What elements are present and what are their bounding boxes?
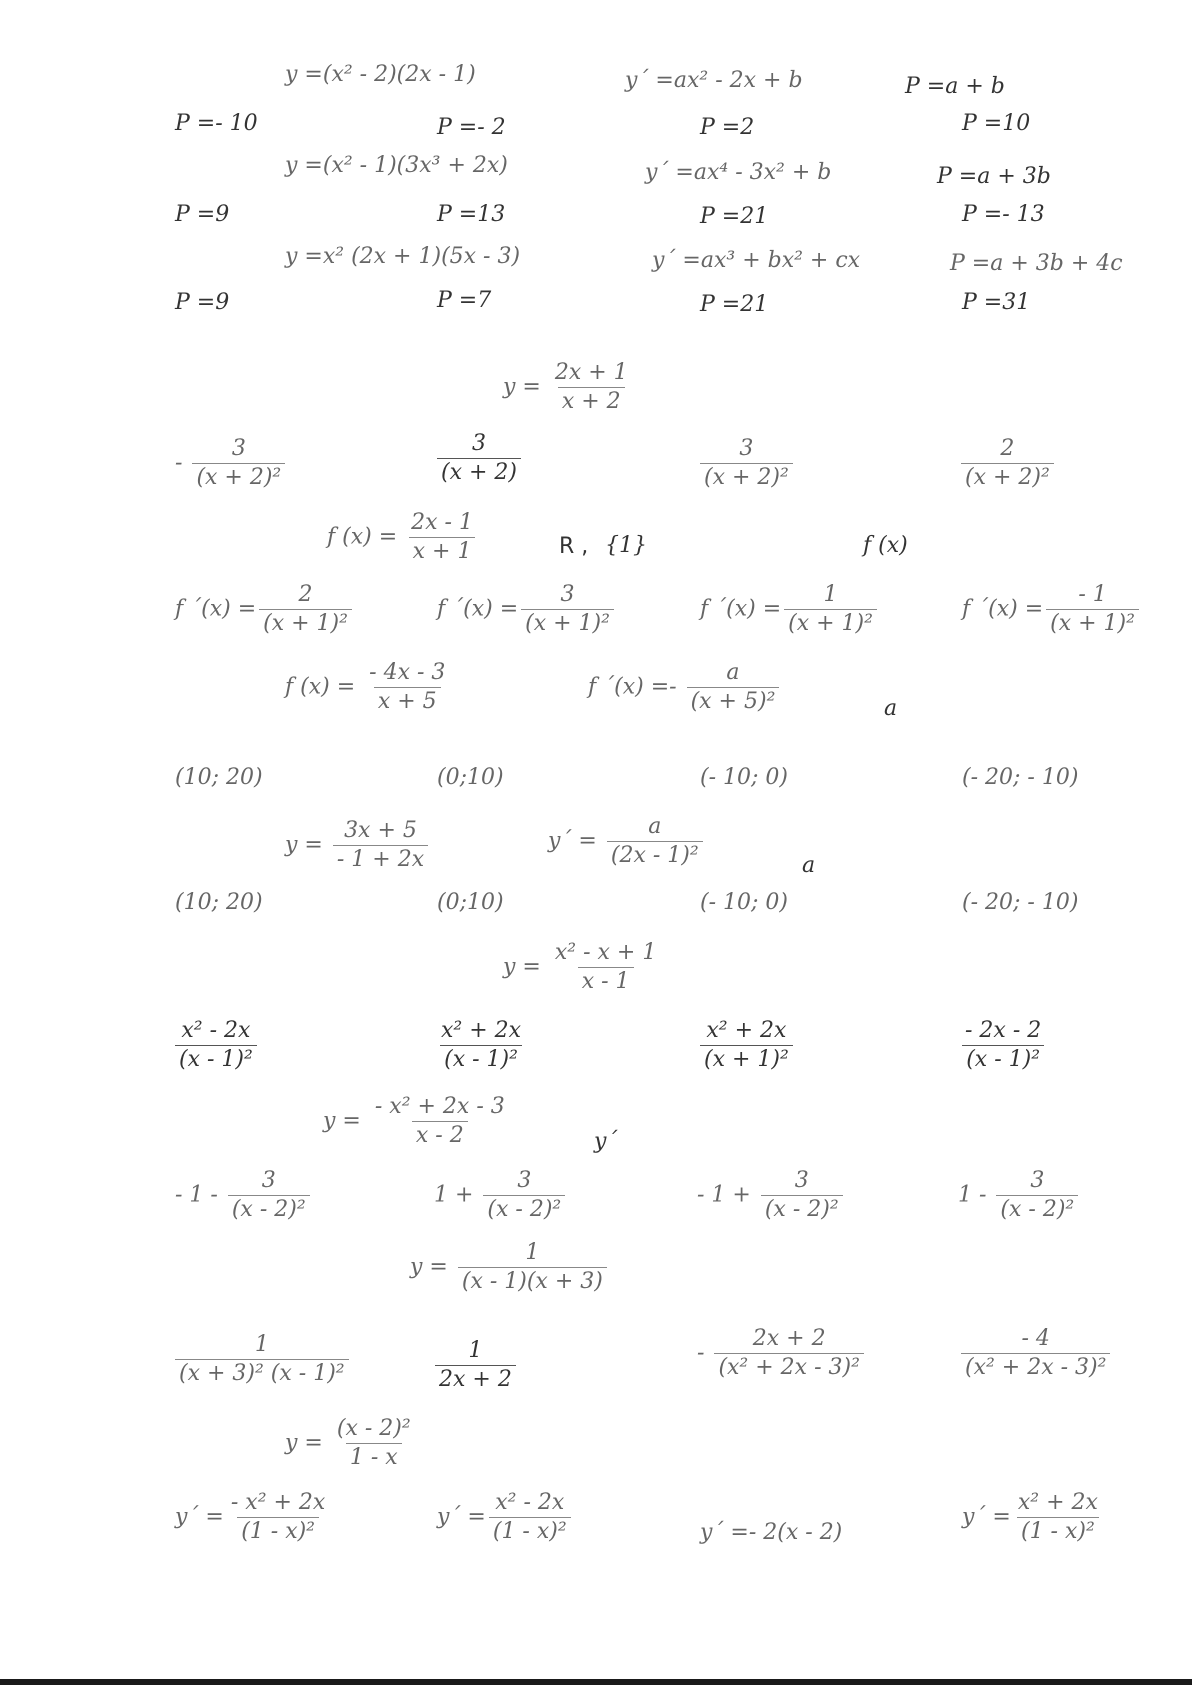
q10-option-c[interactable] [697,1328,867,1379]
q6-lhs: f (x) = [285,674,356,700]
q10-opt-a-den: (x + 3)² (x - 1)² [175,1359,349,1385]
q8-formula [503,942,663,993]
q11-opt-b-den: (1 - x)² [489,1517,571,1543]
q5-option-c[interactable] [700,584,880,635]
q6-d-lhs: f ´(x) =- [588,674,677,700]
q6-d-den: (x + 5)² [687,687,780,713]
q11-option-c[interactable]: y´ =- 2(x - 2) [700,1520,843,1545]
q8-opt-b-den: (x - 1)² [440,1045,522,1071]
q4-opt-d-num: 2 [1000,436,1015,461]
q6-option-c[interactable]: (- 10; 0) [700,765,788,790]
q7-den: - 1 + 2x [333,845,428,871]
q6-derivative [588,662,782,713]
q7-lhs: y = [285,832,323,858]
q6-formula [285,662,452,713]
bottom-bar [0,1679,1192,1685]
q9-opt-a-den: (x - 2)² [228,1195,310,1221]
q6-num: - 4x - 3 [369,660,446,685]
q5-opt-d-lhs: f ´(x) = [962,596,1044,622]
q3-formula: y =x² (2x + 1)(5x - 3) [285,244,521,269]
q8-opt-a-num: x² - 2x [181,1018,251,1043]
q9-opt-b-pre: 1 + [434,1182,481,1208]
q11-opt-a-num: - x² + 2x [230,1490,326,1515]
q8-num: x² - x + 1 [554,940,657,965]
q7-num: 3x + 5 [344,818,417,843]
q5-opt-b-num: 3 [560,582,575,607]
q4-option-a[interactable] [175,438,288,489]
q5-opt-c-num: 1 [823,582,838,607]
q9-opt-c-num: 3 [794,1168,809,1193]
q9-opt-d-pre: 1 - [958,1182,994,1208]
q4-opt-c-den: (x + 2)² [700,463,793,489]
q4-opt-b-den: (x + 2) [437,458,521,484]
q7-option-a[interactable]: (10; 20) [175,890,263,915]
q1-option-a[interactable]: P =- 10 [175,111,258,136]
q8-option-c[interactable] [697,1020,796,1071]
q5-opt-c-den: (x + 1)² [784,609,877,635]
q9-lhs: y = [323,1108,361,1134]
q1-derivative: y´ =ax² - 2x + b [625,68,803,93]
q4-opt-c-num: 3 [739,436,754,461]
q7-option-c[interactable]: (- 10; 0) [700,890,788,915]
q4-den: x + 2 [558,387,625,413]
q9-option-d[interactable] [958,1170,1081,1221]
q7-option-d[interactable]: (- 20; - 10) [962,890,1079,915]
q10-opt-c-pre: - [697,1340,712,1366]
q2-option-a[interactable]: P =9 [175,202,230,227]
q3-expression: P =a + 3b + 4c [950,251,1123,276]
q5-formula [327,512,480,563]
q7-d-den: (2x - 1)² [607,841,703,867]
q5-domain: R , [559,534,589,559]
q3-option-b[interactable]: P =7 [437,288,492,313]
q9-opt-d-den: (x - 2)² [996,1195,1078,1221]
q10-num: 1 [525,1240,540,1265]
q8-opt-c-den: (x + 1)² [700,1045,793,1071]
q11-opt-b-lhs: y´ = [437,1504,486,1530]
q11-option-b[interactable] [437,1492,574,1543]
q8-den: x - 1 [578,967,634,993]
q5-option-b[interactable] [437,584,617,635]
q7-formula [285,820,431,871]
q11-formula [285,1418,418,1469]
q9-opt-b-num: 3 [517,1168,532,1193]
q6-option-d[interactable]: (- 20; - 10) [962,765,1079,790]
q10-opt-d-num: - 4 [1021,1326,1050,1351]
q6-option-b[interactable]: (0;10) [437,765,504,790]
q2-expression: P =a + 3b [937,164,1051,189]
q8-opt-a-den: (x - 1)² [175,1045,257,1071]
q3-option-c[interactable]: P =21 [700,292,769,317]
q10-option-d[interactable] [958,1328,1113,1379]
q11-den: 1 - x [346,1443,402,1469]
q5-opt-b-den: (x + 1)² [521,609,614,635]
q11-opt-d-num: x² + 2x [1017,1490,1098,1515]
q4-lhs: y = [503,374,541,400]
q11-lhs: y = [285,1430,323,1456]
q11-opt-a-den: (1 - x)² [237,1517,319,1543]
q6-variable: a [884,696,898,721]
q5-option-a[interactable] [175,584,355,635]
q5-opt-d-num: - 1 [1078,582,1107,607]
q10-opt-a-num: 1 [254,1332,269,1357]
q8-opt-d-den: (x - 1)² [962,1045,1044,1071]
q6-den: x + 5 [374,687,441,713]
q10-formula [410,1242,610,1293]
q10-opt-c-num: 2x + 2 [752,1326,826,1351]
q5-excluded-set: {1} [605,533,647,558]
q4-option-c[interactable] [697,438,796,489]
q3-derivative: y´ =ax³ + bx² + cx [652,248,861,273]
q9-opt-a-num: 3 [261,1168,276,1193]
q7-option-b[interactable]: (0;10) [437,890,504,915]
q2-option-c[interactable]: P =21 [700,204,769,229]
q1-option-b[interactable]: P =- 2 [437,115,506,140]
q9-den: x - 2 [412,1121,468,1147]
q10-opt-c-den: (x² + 2x - 3)² [714,1353,863,1379]
q2-derivative: y´ =ax⁴ - 3x² + b [645,160,832,185]
q6-d-num: a [726,660,740,685]
q10-den: (x - 1)(x + 3) [458,1267,607,1293]
q4-opt-a-num: 3 [231,436,246,461]
q11-opt-a-lhs: y´ = [175,1504,224,1530]
q10-option-b[interactable] [432,1340,519,1391]
q5-opt-a-lhs: f ´(x) = [175,596,257,622]
q1-option-d[interactable]: P =10 [962,111,1031,136]
q8-opt-b-num: x² + 2x [441,1018,522,1043]
q9-opt-c-den: (x - 2)² [761,1195,843,1221]
q5-lhs: f (x) = [327,524,398,550]
q4-opt-a-den: (x + 2)² [192,463,285,489]
q9-opt-d-num: 3 [1030,1168,1045,1193]
q7-derivative [548,816,706,867]
q4-fraction [551,362,632,413]
q11-option-a[interactable] [175,1492,332,1543]
q9-option-b[interactable] [434,1170,568,1221]
q10-option-a[interactable] [172,1334,352,1385]
q2-option-d[interactable]: P =- 13 [962,202,1045,227]
q7-d-lhs: y´ = [548,828,597,854]
q7-d-num: a [648,814,662,839]
q4-formula [503,362,635,413]
q5-option-d[interactable] [962,584,1142,635]
q5-opt-c-lhs: f ´(x) = [700,596,782,622]
q11-num: (x - 2)² [336,1416,411,1441]
q8-option-a[interactable] [172,1020,260,1071]
q4-num: 2x + 1 [554,360,628,385]
q9-opt-b-den: (x - 2)² [483,1195,565,1221]
q9-opt-a-pre: - 1 - [175,1182,225,1208]
q4-opt-b-num: 3 [472,431,486,456]
q2-formula: y =(x² - 1)(3x³ + 2x) [285,153,508,178]
q8-opt-c-num: x² + 2x [706,1018,787,1043]
q2-option-b[interactable]: P =13 [437,202,506,227]
q4-opt-a-pre: - [175,450,190,476]
q7-variable: a [802,853,816,878]
q10-lhs: y = [410,1254,448,1280]
q4-opt-d-den: (x + 2)² [961,463,1054,489]
q11-option-d[interactable] [962,1492,1105,1543]
q9-opt-c-pre: - 1 + [697,1182,758,1208]
q1-option-c[interactable]: P =2 [700,115,755,140]
q8-option-d[interactable] [958,1020,1048,1071]
q5-opt-d-den: (x + 1)² [1046,609,1139,635]
q4-option-d[interactable] [958,438,1057,489]
q11-opt-b-num: x² - 2x [495,1490,565,1515]
q5-opt-a-den: (x + 1)² [259,609,352,635]
q4-option-b[interactable] [434,433,524,484]
q10-opt-d-den: (x² + 2x - 3)² [961,1353,1110,1379]
q9-formula [323,1096,512,1147]
q9-option-c[interactable] [697,1170,846,1221]
q9-num: - x² + 2x - 3 [374,1094,505,1119]
q9-option-a[interactable] [175,1170,313,1221]
q5-opt-b-lhs: f ´(x) = [437,596,519,622]
q9-yprime: y´ [594,1129,618,1154]
q5-fx: f (x) [863,533,908,558]
q8-opt-d-num: - 2x - 2 [965,1018,1042,1043]
q10-opt-b-den: 2x + 2 [435,1365,516,1391]
q5-num: 2x - 1 [411,510,473,535]
q11-opt-d-lhs: y´ = [962,1504,1011,1530]
q5-den: x + 1 [409,537,476,563]
q10-opt-b-num: 1 [468,1338,483,1363]
q3-option-d[interactable]: P =31 [962,290,1031,315]
q8-option-b[interactable] [434,1020,528,1071]
q5-opt-a-num: 2 [298,582,313,607]
q1-expression: P =a + b [905,74,1005,99]
q11-opt-d-den: (1 - x)² [1017,1517,1099,1543]
q8-lhs: y = [503,954,541,980]
q1-formula: y =(x² - 2)(2x - 1) [285,62,476,87]
q3-option-a[interactable]: P =9 [175,290,230,315]
q6-option-a[interactable]: (10; 20) [175,765,263,790]
